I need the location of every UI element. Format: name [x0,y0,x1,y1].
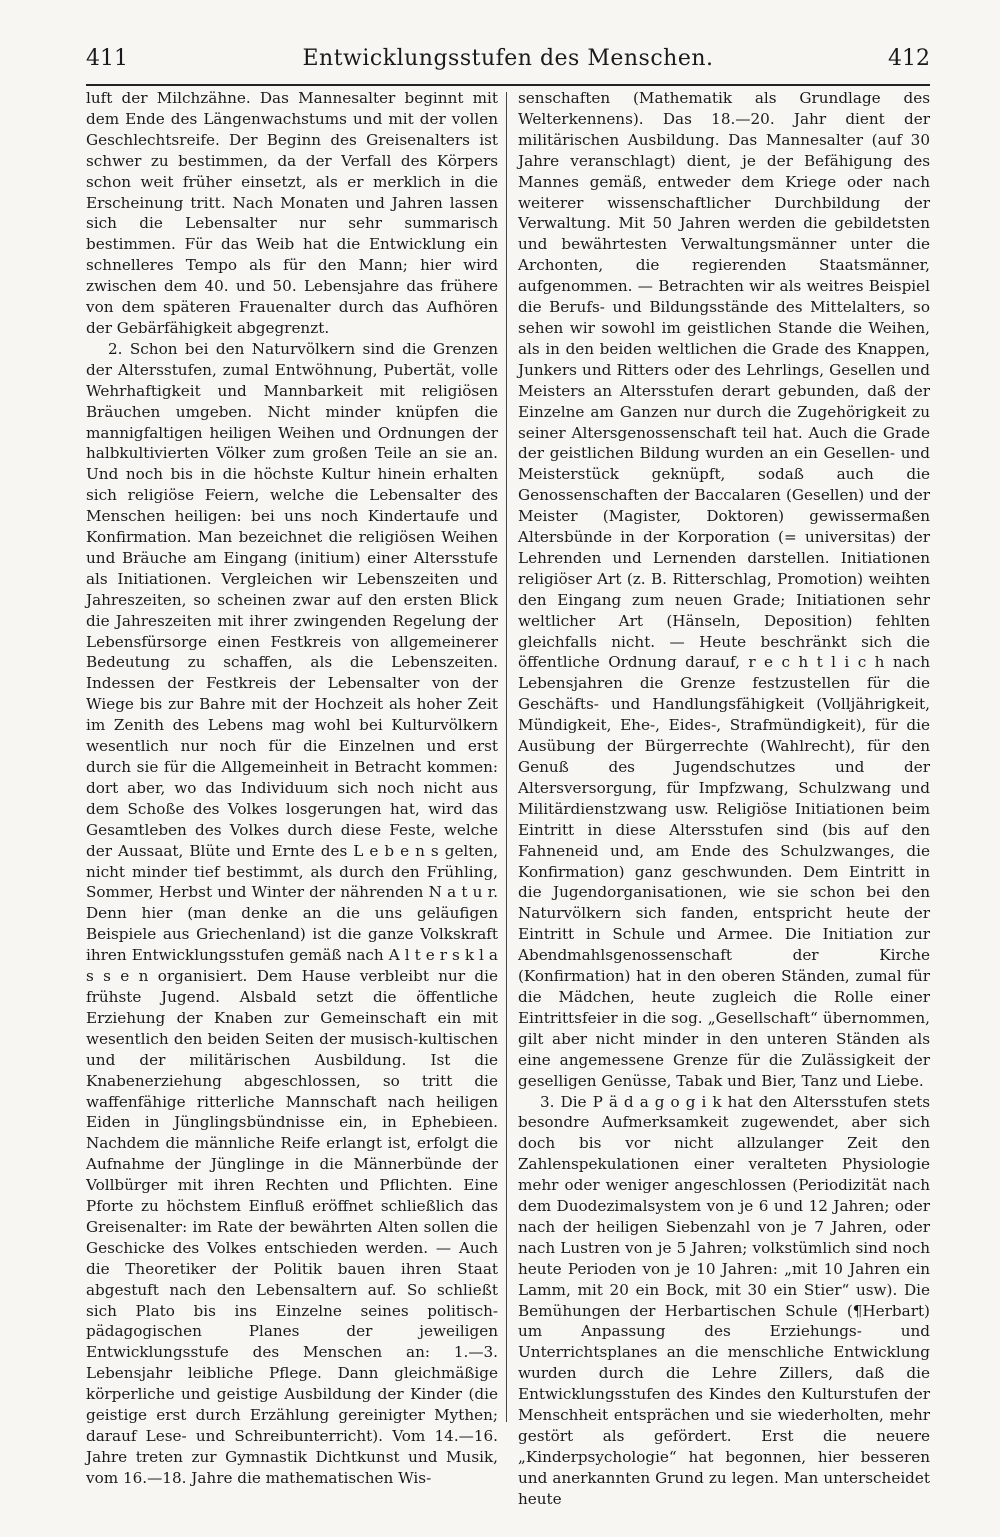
right-paragraph-1: senschaften (Mathematik als Grundlage des Welterkennens). Das 18.—20. Jahr dient der militärischen Ausbildung. Das Mannesalter (auf 30 Jahre veranschlagt) dient, je der Befähigung des Mannes gemäß, entweder dem Kriege oder nach weiterer wissenschaftlicher Durchbildung der Verwaltung. Mit 50 Jahren werden die gebildetsten und bewährtesten Verwaltungsmänner unter die Archonten, die regierenden Staatsmänner, aufgenommen. — Betrachten wir als weitres Beispiel die Berufs- und Bildungsstände des Mittelalters, so sehen wir sowohl im geistlichen Stande die Weihen, als in den beiden weltlichen die Grade des Knappen, Junkers und Ritters oder des Lehrlings, Gesellen und Meisters an Altersstufen derart gebunden, daß der Einzelne am Ganzen nur durch die Zugehörigkeit zu seiner Altersgenossenschaft teil hat. Auch die Grade der geistlichen Bildung wurden an ein Gesellen- und Meisterstück geknüpft, sodaß auch die Genossenschaften der Baccalaren (Gesellen) und der Meister (Magister, Doktoren) gewissermaßen Altersbünde in der Korporation (= universitas) der Lehrenden und Lernenden darstellen. Initiationen religiöser Art (z. B. Ritterschlag, Promotion) weihten den Eingang zum neuen Grade; Initiationen sehr weltlicher Art (Hänseln, Deposition) fehlten gleichfalls nicht. — Heute beschränkt sich die öffentliche Ordnung darauf, r e c h t l i c h nach Lebensjahren die Grenze festzustellen für die Geschäfts- und Handlungsfähigkeit (Volljährigkeit, Mündigkeit, Ehe-, Eides-, Strafmündigkeit), für die Ausübung der Bürgerrechte (Wahlrecht), für den Genuß des Jugendschutzes und der Altersversorgung, für Impfzwang, Schulzwang und Militärdienstzwang usw. Religiöse Initiationen beim Eintritt in diese Altersstufen sind (bis auf den Fahneneid und, am Ende des Schulzwanges, die Konfirmation) ganz geschwunden. Dem Eintritt in die Jugendorganisationen, wie sie schon bei den Naturvölkern sich fanden, entspricht heute der Eintritt in Schule und Armee. Die Initiation zur Abendmahlsgenossenschaft der Kirche (Konfirmation) hat in den oberen Ständen, zumal für die Mädchen, heute zugleich die Rolle einer Eintrittsfeier in die sog. „Gesellschaft“ übernommen, gilt aber nicht minder in den unteren Ständen als eine angemessene Grenze für die Zulässigkeit der geselligen Genüsse, Tabak und Bier, Tanz und Liebe. [518,89,930,1090]
running-header [86,38,930,78]
text-columns [86,88,930,1508]
page-number-right: 412 [888,45,930,71]
left-paragraph-2: 2. Schon bei den Naturvölkern sind die Grenzen der Altersstufen, zumal Entwöhnung, Pubertät, volle Wehrhaftigkeit und Mannbarkeit mit religiösen Bräuchen umgeben. Nicht minder knüpfen die mannigfaltigen heiligen Weihen und Ordnungen der halbkultivierten Völker zum großen Teile an sie an. Und noch bis in die höchste Kultur hinein erhalten sich religiöse Feiern, welche die Lebensalter des Menschen heiligen: bei uns noch Kindertaufe und Konfirmation. Man bezeichnet die religiösen Weihen und Bräuche am Eingang (initium) einer Altersstufe als Initiationen. Vergleichen wir Lebenszeiten und Jahreszeiten, so scheinen zwar auf den ersten Blick die Jahreszeiten mit ihrer zwingenden Regelung der Lebensfürsorge einen Festkreis von allgemeinerer Bedeutung zu schaffen, als die Lebenszeiten. Indessen der Festkreis der Lebensalter von der Wiege bis zur Bahre mit der Hochzeit als hoher Zeit im Zenith des Lebens mag wohl bei Kulturvölkern wesentlich nur noch für die Einzelnen und erst durch sie für die Allgemeinheit in Betracht kommen: dort aber, wo das Individuum sich noch nicht aus dem Schoße des Volkes losgerungen hat, wird das Gesamtleben des Volkes durch diese Feste, welche der Aussaat, Blüte und Ernte des L e b e n s gelten, nicht minder tief bestimmt, als durch den Frühling, Sommer, Herbst und Winter der nährenden N a t u r. Denn hier (man denke an die uns geläufigen Beispiele aus Griechenland) ist die ganze Volkskraft ihren Entwicklungsstufen gemäß nach A l t e r s k l a s s e n organisiert. Dem Hause verbleibt nur die frühste Jugend. Alsbald setzt die öffentliche Erziehung der Knaben zur Gemeinschaft ein mit wesentlich den beiden Seiten der musisch-kultischen und der militärischen Ausbildung. Ist die Knabenerziehung abgeschlossen, so tritt die waffenfähige ritterliche Mannschaft nach heiligen Eiden in Jünglingsbündnisse ein, in Ephebieen. Nachdem die männliche Reife erlangt ist, erfolgt die Aufnahme der Jünglinge in die Männerbünde der Vollbürger mit ihren Rechten und Pflichten. Eine Pforte zu höchstem Einfluß eröffnet schließlich das Greisenalter: im Rate der bewährten Alten sollen die Geschicke des Volkes entschieden werden. — Auch die Theoretiker der Politik bauen ihren Staat abgestuft nach den Lebensaltern auf. So schließt sich Plato bis ins Einzelne seines politisch-pädagogischen Planes der jeweiligen Entwicklungsstufe des Menschen an: 1.—3. Lebensjahr leibliche Pflege. Dann gleichmäßige körperliche und geistige Ausbildung der Kinder (die geistige erst durch Erzählung gereinigter Mythen; darauf Lese- und Schreibunterricht). Vom 14.—16. Jahre treten zur Gymnastik Dichtkunst und Musik, vom 16.—18. Jahre die mathematischen Wis- [86,339,498,1487]
running-title: Entwicklungsstufen des Menschen. [302,45,714,71]
page-number-left: 411 [86,45,128,71]
left-column [86,88,498,1487]
right-paragraph-2: 3. Die P ä d a g o g i k hat den Altersstufen stets besondre Aufmerksamkeit zugewendet, aber sich doch bis vor nicht allzulanger Zeit den Zahlenspekulationen einer veralteten Physiologie mehr oder weniger angeschlossen (Periodizität nach dem Duodezimalsystem von je 6 und 12 Jahren; oder nach der heiligen Siebenzahl von je 7 Jahren, oder nach Lustren von je 5 Jahren; volkstümlich sind noch heute Perioden von je 10 Jahren: „mit 10 Jahren ein Lamm, mit 20 ein Bock, mit 30 ein Stier“ usw). Die Bemühungen der Herbartischen Schule (¶Herbart) um Anpassung des Erziehungs- und Unterrichtsplanes an die menschliche Entwicklung wurden durch die Lehre Zillers, daß die Entwicklungsstufen des Kindes den Kulturstufen der Menschheit entsprächen und sie wiederholten, mehr gestört als gefördert. Erst die neuere „Kinderpsychologie“ hat begonnen, hier besseren und anerkannten Grund zu legen. Man unterscheidet heute [518,1092,930,1508]
header-rule [86,84,930,86]
left-paragraph-1: luft der Milchzähne. Das Mannesalter beginnt mit dem Ende des Längenwachstums und mit der vollen Geschlechtsreife. Der Beginn des Greisenalters ist schwer zu bestimmen, da der Verfall des Körpers schon weit früher einsetzt, als er merklich in die Erscheinung tritt. Nach Monaten und Jahren lassen sich die Lebensalter nur sehr summarisch bestimmen. Für das Weib hat die Entwicklung ein schnelleres Tempo als für den Mann; hier wird zwischen dem 40. und 50. Lebensjahre das frühere von dem späteren Frauenalter durch das Aufhören der Gebärfähigkeit abgegrenzt. [86,89,498,337]
right-column [518,88,930,1508]
